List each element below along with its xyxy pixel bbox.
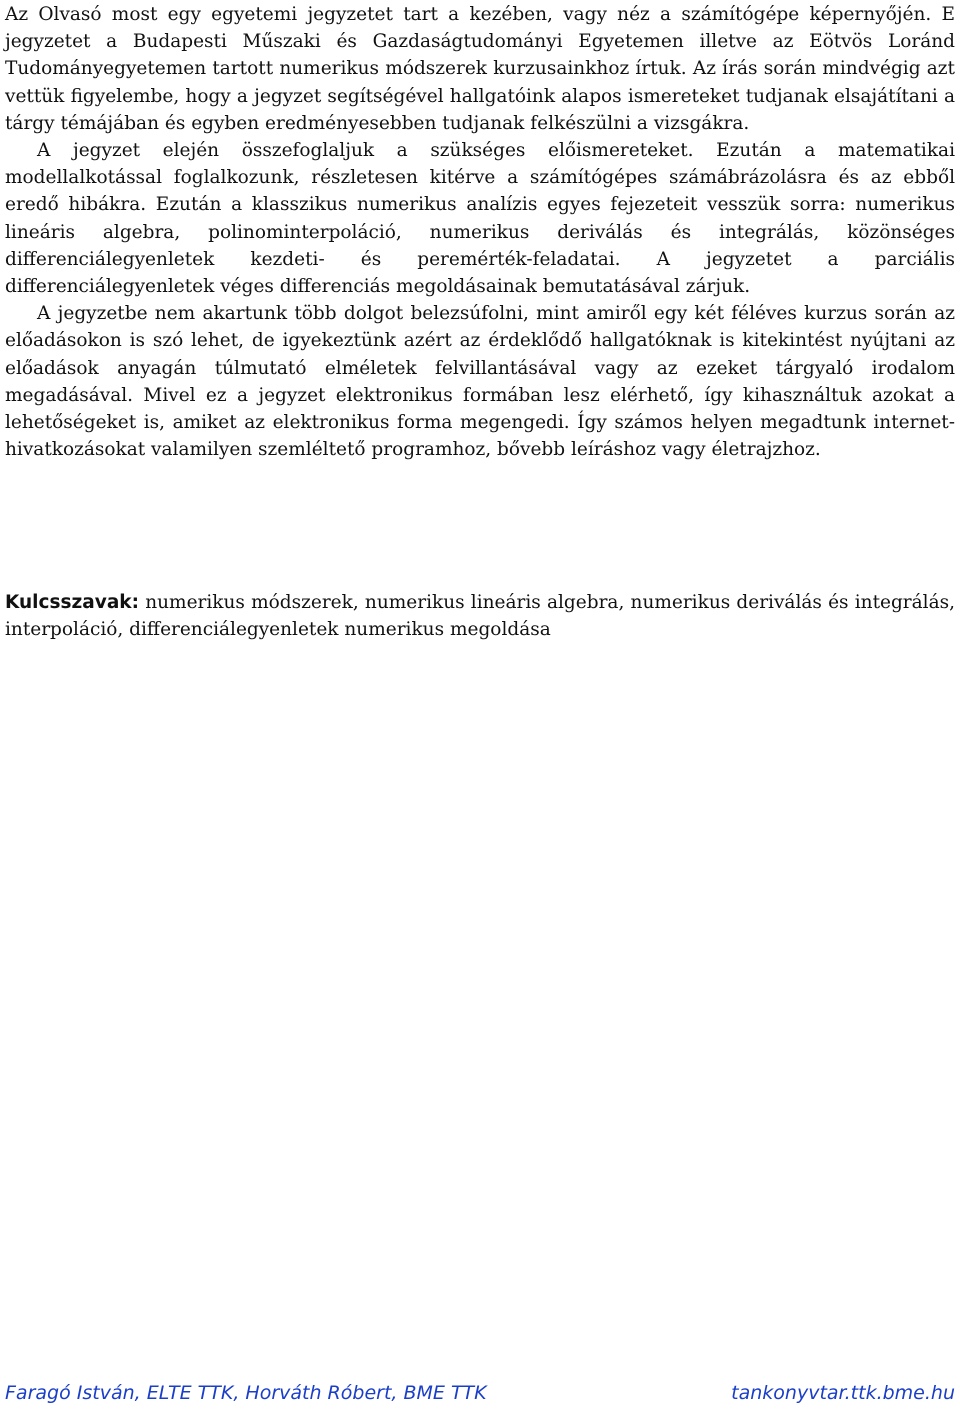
keywords-label: Kulcsszavak: [5,592,140,613]
keywords-text: numerikus módszerek, numerikus lineáris algebra, numerikus deriválás és integrálás, interpoláció, differenciálegyenletek numerikus megoldása [5,592,955,641]
footer-authors: Faragó István, ELTE TTK, Horváth Róbert, BME TTK [5,1382,487,1404]
document-page [5,0,955,1413]
paragraph-scope: A jegyzetbe nem akartunk több dolgot belezsúfolni, mint amiről egy két féléves kurzus során az előadásokon is szó lehet, de igyekeztünk azért az érdeklődő hallgatóknak is kitekintést nyújtani az előadások anyagán túlmutató elméletek felvillantásával vagy az ezeket tárgyaló irodalom megadásával. Mivel ez a jegyzet elektronikus formában lesz elérhető, így kihasználtuk azokat a lehetőségeket is, amiket az elektronikus forma megengedi. Így számos helyen megadtunk internet-hivatkozásokat valamilyen szemléltető programhoz, bővebb leíráshoz vagy életrajzhoz. [5,303,955,461]
footer-site-link[interactable]: tankonyvtar.ttk.bme.hu [731,1382,955,1404]
paragraph-contents: A jegyzet elején összefoglaljuk a szükséges előismereteket. Ezután a matematikai modellalkotással foglalkozunk, részletesen kitérve a számítógépes számábrázolásra és az ebből eredő hibákra. Ezután a klasszikus numerikus analízis egyes fejezeteit vesszük sorra: numerikus lineáris algebra, polinominterpoláció, numerikus deriválás és integrálás, közönséges differenciálegyenletek kezdeti- és peremérték-feladatai. A jegyzetet a parciális differenciálegyenletek véges differenciás megoldásainak bemutatásával zárjuk. [5,140,955,298]
preface-text [5,1,955,463]
keywords-line [5,589,955,643]
paragraph-intro: Az Olvasó most egy egyetemi jegyzetet tart a kezében, vagy néz a számítógépe képernyőjén. E jegyzetet a Budapesti Műszaki és Gazdaságtudományi Egyetemen illetve az Eötvös Loránd Tudományegyetemen tartott numerikus módszerek kurzusainkhoz írtuk. Az írás során mindvégig azt vettük figyelembe, hogy a jegyzet segítségével hallgatóink alapos ismereteket tudjanak elsajátítani a tárgy témájában és egyben eredményesebben tudjanak felkészülni a vizsgákra. [5,4,955,134]
page-footer [5,1382,955,1412]
